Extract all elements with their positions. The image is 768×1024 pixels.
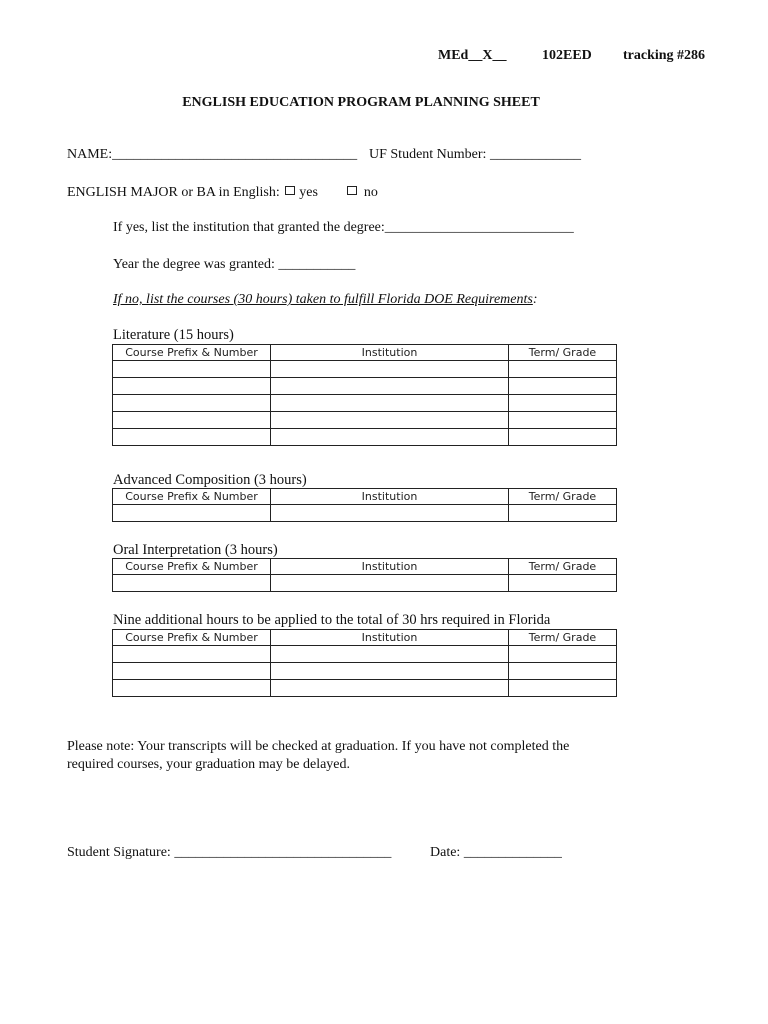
table-cell[interactable]: [113, 395, 271, 412]
english-major-question: [67, 185, 378, 201]
table-cell[interactable]: [509, 378, 617, 395]
table-cell[interactable]: [271, 663, 509, 680]
note-line-2: required courses, your graduation may be delayed.: [67, 757, 351, 772]
table-cell[interactable]: [271, 429, 509, 446]
table-row: [113, 361, 617, 378]
student-signature-field[interactable]: Student Signature: _______________________________: [67, 845, 392, 860]
no-label: no: [363, 185, 378, 200]
note-line-1: Please note: Your transcripts will be checked at graduation. If you have not completed the: [67, 739, 570, 754]
table-cell[interactable]: [113, 361, 271, 378]
table-cell[interactable]: [113, 646, 271, 663]
if-no-instructions: [113, 292, 538, 308]
table-cell[interactable]: [271, 646, 509, 663]
tracking-number: tracking #286: [623, 48, 706, 63]
table-cell[interactable]: [509, 412, 617, 429]
table-row: [113, 505, 617, 522]
table-header-row: [113, 559, 617, 575]
table-cell[interactable]: [113, 429, 271, 446]
english-major-label: ENGLISH MAJOR or BA in English:: [67, 185, 280, 200]
col-term-grade: Term/ Grade: [509, 345, 617, 361]
oral-table: [112, 558, 617, 592]
table-cell[interactable]: [113, 680, 271, 697]
table-row: [113, 395, 617, 412]
table-row: [113, 646, 617, 663]
table-cell[interactable]: [271, 575, 509, 592]
table-cell[interactable]: [509, 361, 617, 378]
table-cell[interactable]: [271, 412, 509, 429]
table-cell[interactable]: [509, 575, 617, 592]
table-cell[interactable]: [509, 429, 617, 446]
table-cell[interactable]: [271, 378, 509, 395]
table-cell[interactable]: [271, 395, 509, 412]
table-cell[interactable]: [509, 646, 617, 663]
adv-comp-heading: Advanced Composition (3 hours): [113, 472, 307, 488]
name-field[interactable]: NAME:___________________________________: [67, 147, 358, 162]
adv-comp-table: [112, 488, 617, 522]
student-number-field[interactable]: UF Student Number: _____________: [369, 147, 581, 162]
table-cell[interactable]: [509, 663, 617, 680]
table-cell[interactable]: [271, 680, 509, 697]
table-row: [113, 575, 617, 592]
degree-year-field[interactable]: Year the degree was granted: ___________: [113, 257, 356, 272]
col-course-prefix: Course Prefix & Number: [113, 345, 271, 361]
yes-label: yes: [299, 185, 318, 200]
table-header-row: [113, 489, 617, 505]
table-header-row: [113, 630, 617, 646]
table-cell[interactable]: [113, 412, 271, 429]
col-institution: Institution: [271, 559, 509, 575]
table-row: [113, 412, 617, 429]
table-cell[interactable]: [271, 361, 509, 378]
col-course-prefix: Course Prefix & Number: [113, 489, 271, 505]
table-cell[interactable]: [113, 575, 271, 592]
med-indicator: MEd__X__: [438, 48, 507, 63]
col-term-grade: Term/ Grade: [509, 559, 617, 575]
col-course-prefix: Course Prefix & Number: [113, 630, 271, 646]
table-cell[interactable]: [113, 663, 271, 680]
if-no-colon: :: [532, 292, 538, 307]
table-row: [113, 378, 617, 395]
table-cell[interactable]: [509, 395, 617, 412]
program-code: 102EED: [542, 48, 592, 63]
table-cell[interactable]: [509, 680, 617, 697]
table-row: [113, 663, 617, 680]
page-title: ENGLISH EDUCATION PROGRAM PLANNING SHEET: [182, 95, 540, 110]
table-row: [113, 680, 617, 697]
col-term-grade: Term/ Grade: [509, 489, 617, 505]
col-institution: Institution: [271, 630, 509, 646]
degree-institution-field[interactable]: If yes, list the institution that granted the degree:___________________________: [113, 220, 574, 235]
oral-heading: Oral Interpretation (3 hours): [113, 542, 278, 558]
table-row: [113, 429, 617, 446]
no-checkbox[interactable]: [347, 186, 357, 195]
if-no-text: If no, list the courses (30 hours) taken to fulfill Florida DOE Requirements: [113, 292, 533, 307]
table-cell[interactable]: [113, 378, 271, 395]
additional-hours-heading: Nine additional hours to be applied to the total of 30 hrs required in Florida: [113, 612, 551, 628]
additional-hours-table: [112, 629, 617, 697]
literature-table: [112, 344, 617, 446]
table-cell[interactable]: [271, 505, 509, 522]
table-cell[interactable]: [509, 505, 617, 522]
table-header-row: [113, 345, 617, 361]
col-term-grade: Term/ Grade: [509, 630, 617, 646]
col-institution: Institution: [271, 489, 509, 505]
col-institution: Institution: [271, 345, 509, 361]
literature-heading: Literature (15 hours): [113, 327, 234, 343]
yes-checkbox[interactable]: [285, 186, 295, 195]
date-field[interactable]: Date: ______________: [430, 845, 562, 860]
table-cell[interactable]: [113, 505, 271, 522]
col-course-prefix: Course Prefix & Number: [113, 559, 271, 575]
